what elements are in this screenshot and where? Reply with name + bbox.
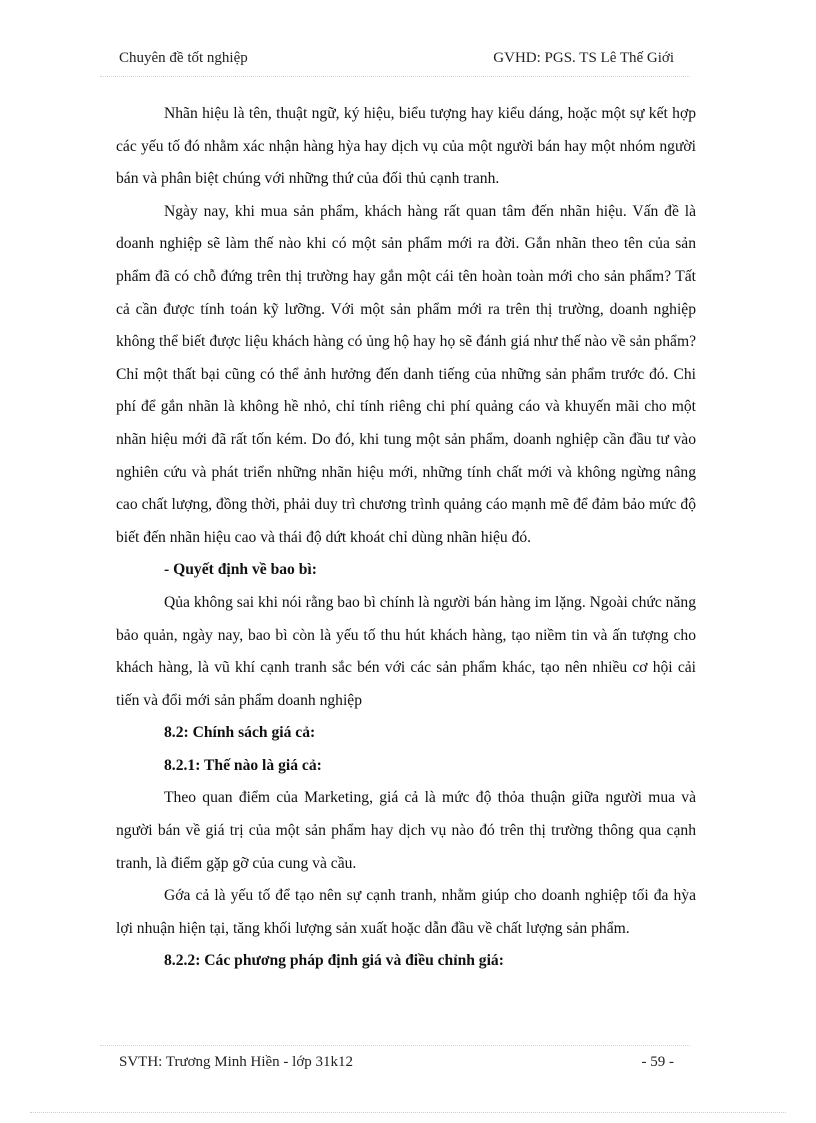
page-number: - 59 - [641,1054,674,1070]
paragraph-price-role: Gớa cả là yếu tố để tạo nên sự cạnh tranh, nhằm giúp cho doanh nghiệp tối đa hỳa lợi nhuận hiện tại, tăng khối lượng sản xuất hoặc dẫn đầu về chất lượng sản phẩm. [116,887,696,937]
heading-packaging: - Quyết định về bao bì: [164,561,317,579]
page-edge-divider [30,1112,786,1113]
heading-pricing-methods: 8.2.2: Các phương pháp định giá và điều chỉnh giá: [164,952,504,970]
page-footer [119,1054,674,1076]
paragraph-brand-decisions: Ngày nay, khi mua sản phẩm, khách hàng rất quan tâm đến nhãn hiệu. Vấn đề là doanh nghiệp sẽ làm thế nào khi có một sản phẩm mới ra đời. Gắn nhãn theo tên của sản phẩm đã có chỗ đứng trên thị trường hay gắn một cái tên hoàn toàn mới cho sản phẩm? Tất cả cần được tính toán kỹ lưỡng. Với một sản phẩm mới ra trên thị trường, doanh nghiệp không thể biết được liệu khách hàng có ủng hộ hay họ sẽ đánh giá như thế nào về sản phẩm? Chỉ một thất bại cũng có thể ảnh hưởng đến danh tiếng của những sản phẩm trước đó. Chi phí để gắn nhãn là không hề nhỏ, chỉ tính riêng chi phí quảng cáo và khuyến mãi cho một nhãn hiệu mới đã rất tốn kém. Do đó, khi tung một sản phẩm, doanh nghiệp cần đầu tư vào nghiên cứu và phát triển những nhãn hiệu mới, những tính chất mới và không ngừng nâng cao chất lượng, đồng thời, phải duy trì chương trình quảng cáo mạnh mẽ để đảm bảo mức độ biết đến nhãn hiệu cao và thái độ dứt khoát chỉ dùng nhãn hiệu đó. [116,202,696,546]
footer-divider [100,1045,690,1046]
footer-student: SVTH: Trương Minh Hiền - lớp 31k12 [119,1054,354,1070]
header-advisor: GVHD: PGS. TS Lê Thế Giới [493,50,674,66]
paragraph-price-definition: Theo quan điểm của Marketing, giá cả là mức độ thỏa thuận giữa người mua và người bán về giá trị của một sản phẩm hay dịch vụ nào đó trên thị trường thông qua cạnh tranh, là điểm gặp gỡ của cung và cầu. [116,789,696,872]
page-body [116,98,696,978]
header-divider [100,76,690,77]
header-document-title: Chuyên đề tốt nghiệp [119,50,248,66]
paragraph-packaging: Qủa không sai khi nói rằng bao bì chính là người bán hàng im lặng. Ngoài chức năng bảo quản, ngày nay, bao bì còn là yếu tố thu hút khách hàng, tạo niềm tin và ấn tượng cho khách hàng, là vũ khí cạnh tranh sắc bén với các sản phẩm khác, tạo nên nhiều cơ hội cải tiến và đổi mới sản phẩm doanh nghiệp [116,593,696,709]
heading-pricing-policy: 8.2: Chính sách giá cả: [164,724,316,742]
page-header [119,50,674,72]
paragraph-brand-definition: Nhãn hiệu là tên, thuật ngữ, ký hiệu, biểu tượng hay kiểu dáng, hoặc một sự kết hợp các yếu tố đó nhằm xác nhận hàng hỳa hay dịch vụ của một người bán hay một nhóm người bán và phân biệt chúng với những thứ của đối thủ cạnh tranh. [116,105,696,188]
heading-what-is-price: 8.2.1: Thế nào là giá cả: [164,756,322,774]
